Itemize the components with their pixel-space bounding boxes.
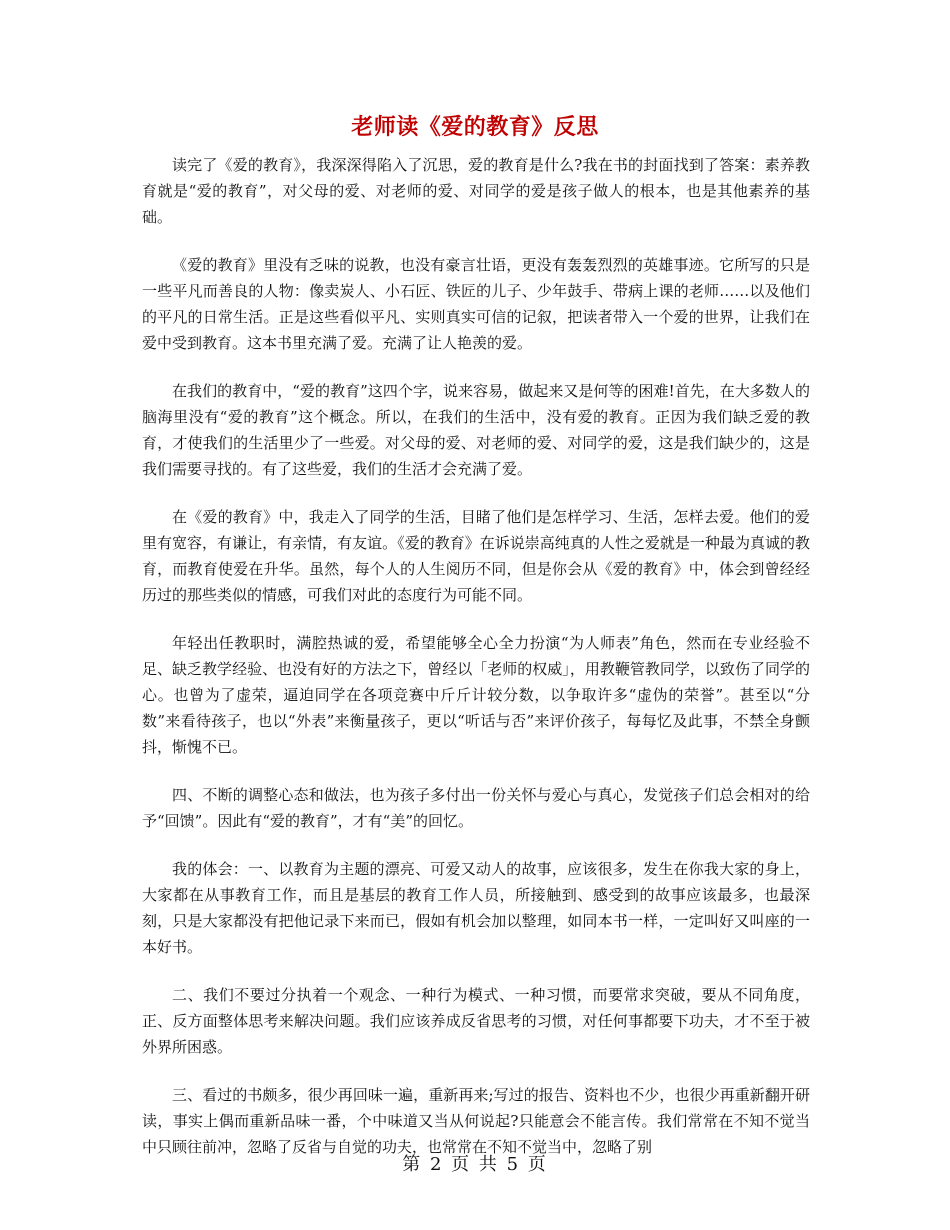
paragraph-7: 我的体会：一、以教育为主题的漂亮、可爱又动人的故事，应该很多，发生在你我大家的身上，大家都在从事教育工作，而且是基层的教育工作人员，所接触到、感受到的故事应该最多，也最深刻，只是大家都没有把他记录下来而已，假如有机会加以整理，如同本书一样，一定叫好又叫座的一本好书。 xyxy=(142,860,810,956)
paragraph-6: 四、不断的调整心态和做法，也为孩子多付出一份关怀与爱心与真心，发觉孩子们总会相对的给予“回馈”。因此有“爱的教育”，才有“美”的回忆。 xyxy=(142,786,810,830)
paragraph-1: 读完了《爱的教育》，我深深得陷入了沉思，爱的教育是什么?我在书的封面找到了答案：素养教育就是“爱的教育”，对父母的爱、对老师的爱、对同学的爱是孩子做人的根本，也是其他素养的基础。 xyxy=(142,156,810,226)
footer-total-pages: 5 xyxy=(506,1154,521,1175)
footer-page-number: 2 xyxy=(429,1154,444,1175)
footer-suffix: 页 xyxy=(527,1154,548,1175)
paragraph-8: 二、我们不要过分执着一个观念、一种行为模式、一种习惯，而要常求突破，要从不同角度，正、反方面整体思考来解决问题。我们应该养成反省思考的习惯，对任何事都要下功夫，才不至于被外界所困惑。 xyxy=(142,986,810,1056)
paragraph-2: 《爱的教育》里没有乏味的说教，也没有豪言壮语，更没有轰轰烈烈的英雄事迹。它所写的只是一些平凡而善良的人物：像卖炭人、小石匠、铁匠的儿子、少年鼓手、带病上课的老师……以及他们的平凡的日常生活。正是这些看似平凡、实则真实可信的记叙，把读者带入一个爱的世界，让我们在爱中受到教育。这本书里充满了爱。充满了让人艳羡的爱。 xyxy=(142,256,810,352)
paragraph-9: 三、看过的书颇多，很少再回味一遍，重新再来;写过的报告、资料也不少，也很少再重新翻开研读，事实上偶而重新品味一番，个中味道又当从何说起?只能意会不能言传。我们常常在不知不觉当中只顾往前冲，忽略了反省与自觉的功夫，也常常在不知不觉当中，忽略了别 xyxy=(142,1086,810,1156)
document-body xyxy=(142,152,810,1182)
document-title: 老师读《爱的教育》反思 xyxy=(351,115,599,140)
footer-mid: 页 共 xyxy=(451,1154,499,1175)
paragraph-4: 在《爱的教育》中，我走入了同学的生活，目睹了他们是怎样学习、生活，怎样去爱。他们的爱里有宽容，有谦让，有亲情，有友谊。《爱的教育》在诉说崇高纯真的人性之爱就是一种最为真诚的教育，而教育使爱在升华。虽然，每个人的人生阅历不同，但是你会从《爱的教育》中，体会到曾经经历过的那些类似的情感，可我们对此的态度行为可能不同。 xyxy=(142,508,810,604)
paragraph-5: 年轻出任教职时，满腔热诚的爱，希望能够全心全力扮演“为人师表”角色，然而在专业经验不足、缺乏教学经验、也没有好的方法之下，曾经以「老师的权威」，用教鞭管教同学，以致伤了同学的心。也曾为了虚荣，逼迫同学在各项竞赛中斤斤计较分数，以争取许多“虚伪的荣誉”。甚至以“分数”来看待孩子，也以“外表”来衡量孩子，更以“听话与否”来评价孩子，每每忆及此事，不禁全身颤抖，惭愧不已。 xyxy=(142,634,810,756)
paragraph-3: 在我们的教育中，“爱的教育”这四个字，说来容易，做起来又是何等的困难!首先，在大多数人的脑海里没有“爱的教育”这个概念。所以，在我们的生活中，没有爱的教育。正因为我们缺乏爱的教育，才使我们的生活里少了一些爱。对父母的爱、对老师的爱、对同学的爱，这是我们缺少的，这是我们需要寻找的。有了这些爱，我们的生活才会充满了爱。 xyxy=(142,382,810,478)
page-footer xyxy=(0,1150,950,1176)
footer-prefix: 第 xyxy=(402,1154,423,1175)
